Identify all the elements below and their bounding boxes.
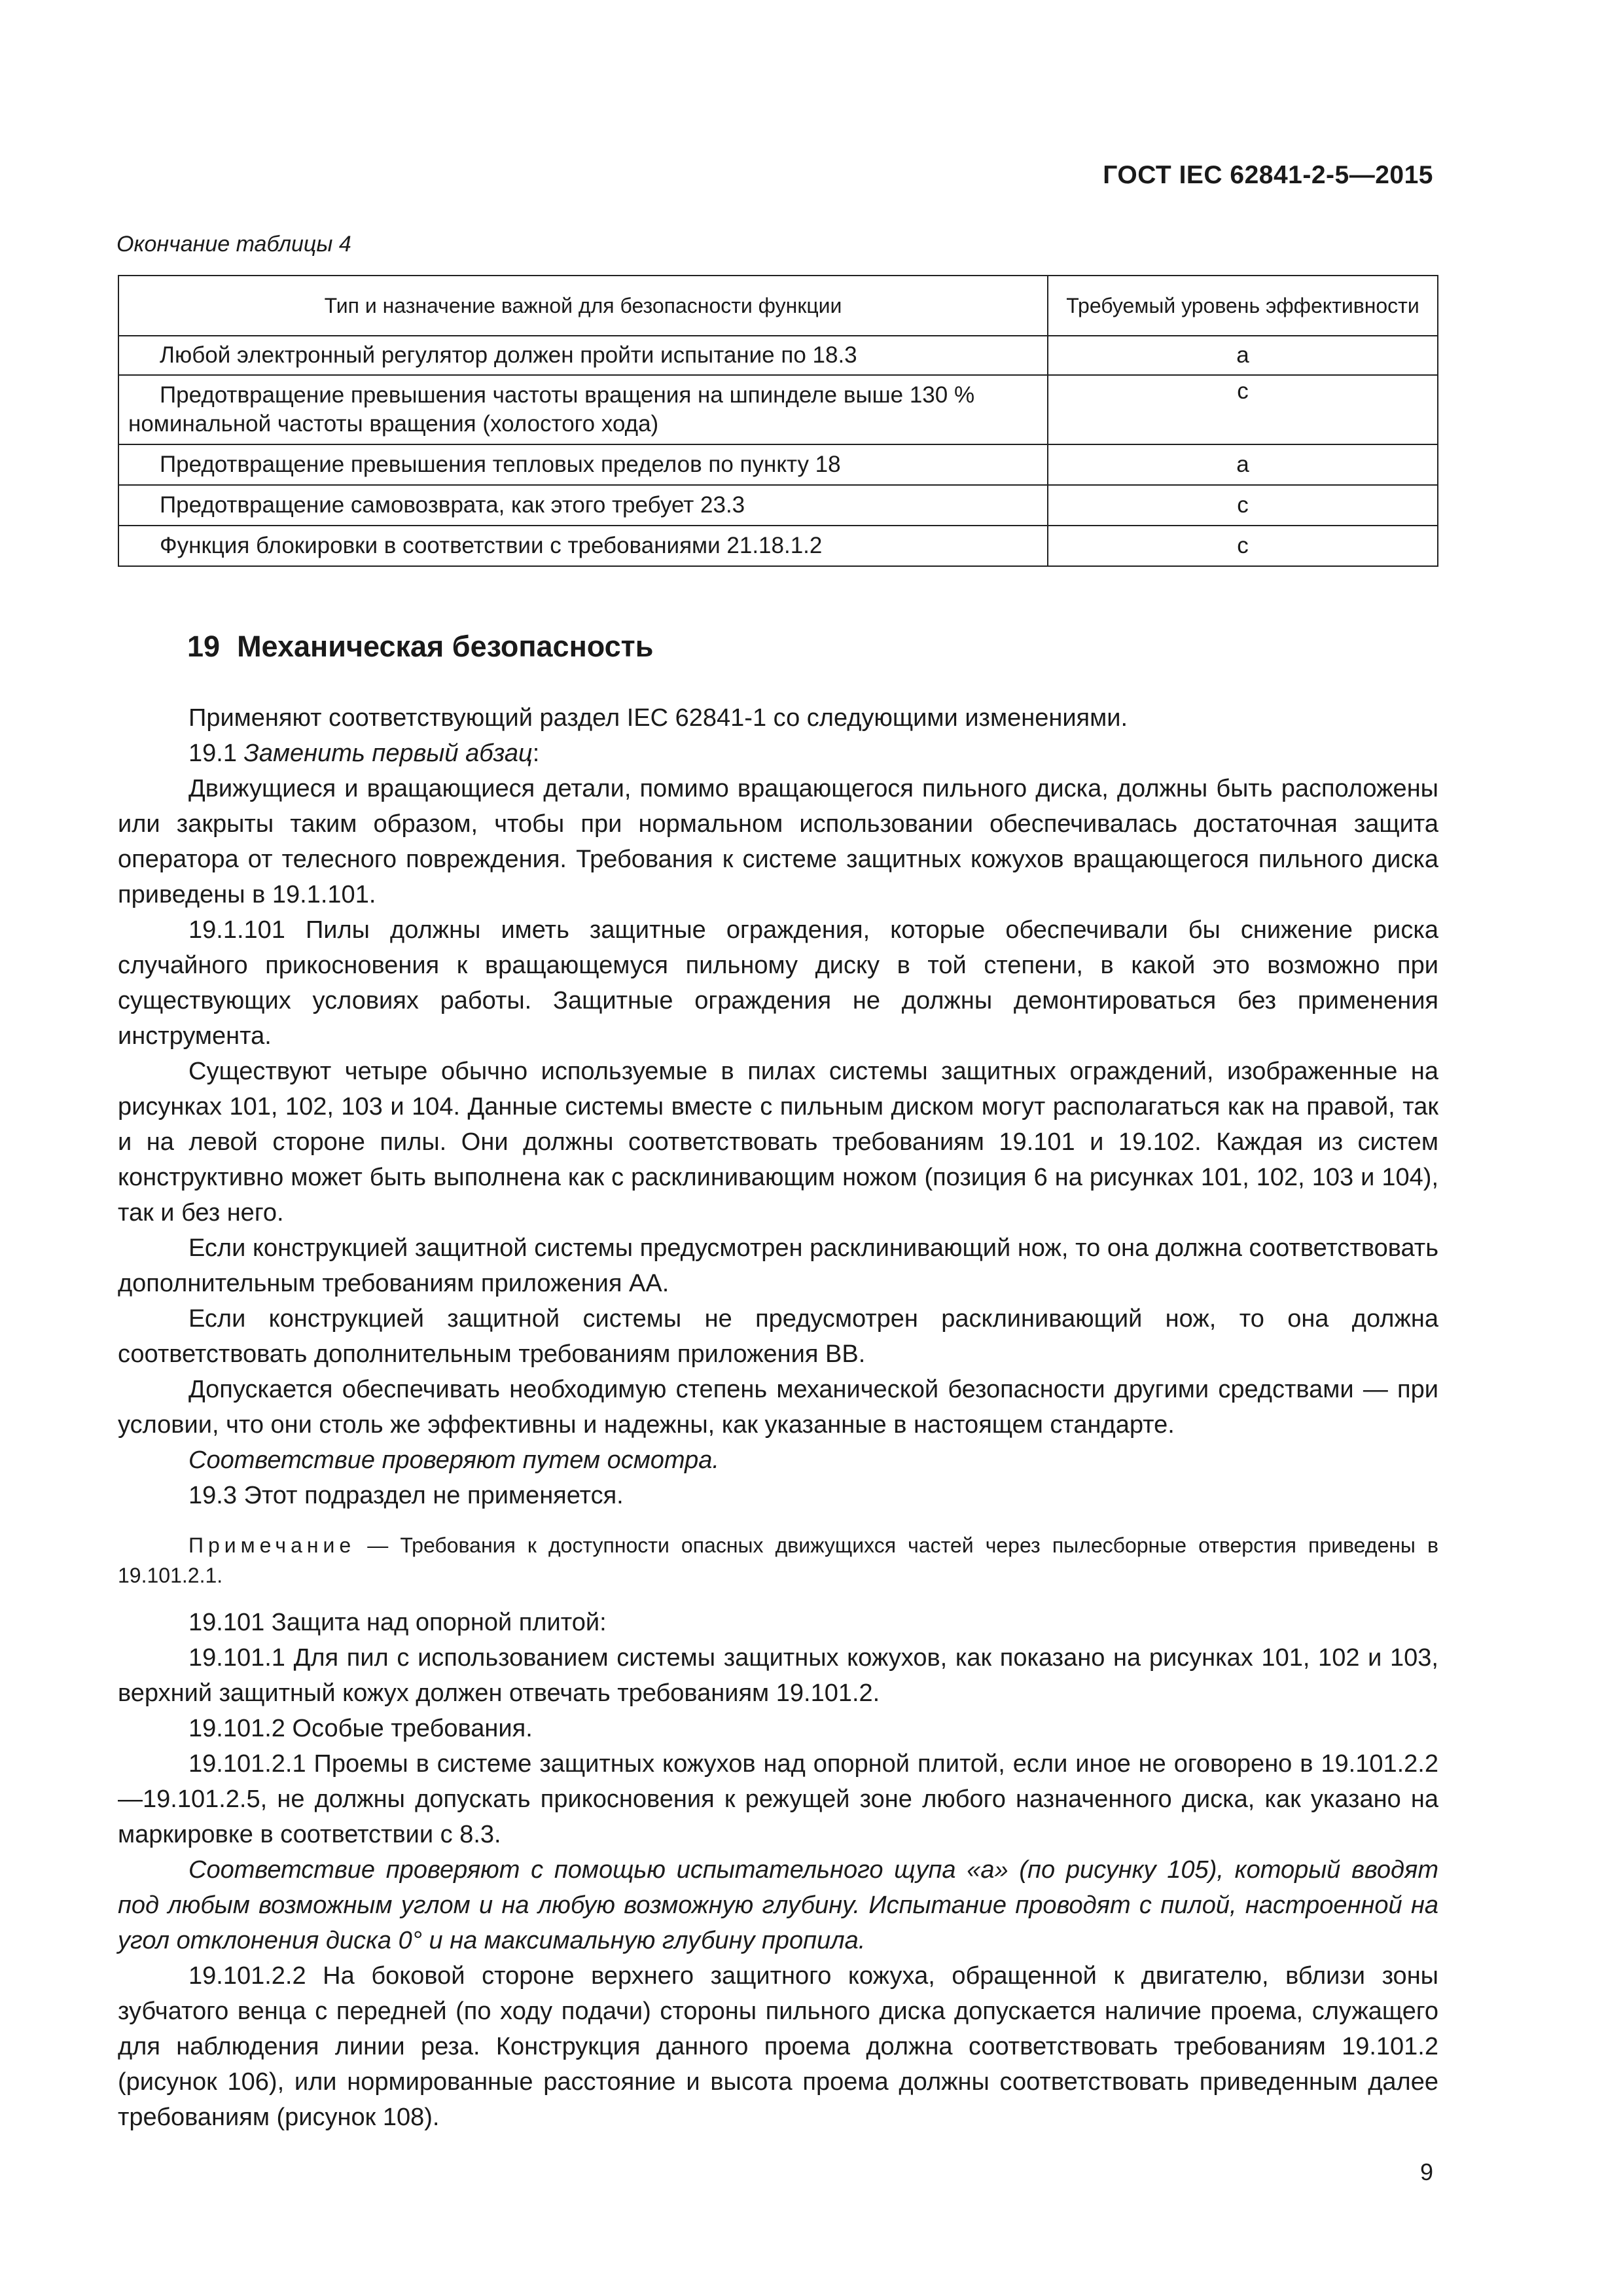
table-header-function: Тип и назначение важной для безопасности функции <box>118 276 1048 336</box>
body-text <box>118 700 1438 2135</box>
safety-functions-table <box>118 275 1438 567</box>
section-title-text: Механическая безопасность <box>237 630 654 663</box>
table-cell-function: Предотвращение самовозврата, как этого требует 23.3 <box>118 485 1048 526</box>
paragraph: 19.3 Этот подраздел не применяется. <box>188 1482 624 1509</box>
paragraph <box>118 736 1438 771</box>
paragraph: Если конструкцией защитной системы предусмотрен расклинивающий нож, то она должна соответствовать дополнительным требованиям приложения АА. <box>118 1234 1438 1297</box>
compliance-paragraph: Соответствие проверяют с помощью испытательного щупа «а» (по рисунку 105), который вводят под любым возможным углом и на любую возможную глубину. Испытание проводят с пилой, настроенной на угол отклонения диска 0° и на максимальную глубину пропила. <box>118 1856 1438 1954</box>
table-row <box>118 375 1438 444</box>
paragraph: Если конструкцией защитной системы не предусмотрен расклинивающий нож, то она должна соответствовать дополнительным требованиям приложения ВВ. <box>118 1305 1438 1368</box>
note-label: Примечание <box>188 1534 356 1557</box>
clause-instruction: Заменить первый абзац <box>243 740 533 767</box>
section-number: 19 <box>187 630 221 663</box>
table-cell-function: Любой электронный регулятор должен пройти испытание по 18.3 <box>118 336 1048 375</box>
paragraph: 19.101 Защита над опорной плитой: <box>188 1609 607 1636</box>
paragraph: 19.101.1 Для пил с использованием системы защитных кожухов, как показано на рисунках 101, 102 и 103, верхний защитный кожух должен отвечать требованиям 19.101.2. <box>118 1644 1438 1707</box>
standard-code-header: ГОСТ IEC 62841-2-5—2015 <box>1103 161 1433 189</box>
note-text: — Требования к доступности опасных движущихся частей через пылесборные отверстия приведены в 19.101.2.1. <box>118 1534 1438 1587</box>
table-cell-level: c <box>1048 375 1438 444</box>
paragraph: 19.101.2.1 Проемы в системе защитных кожухов над опорной плитой, если иное не оговорено в 19.101.2.2—19.101.2.5, не должны допускать прикосновения к режущей зоне любого назначенного диска, как указано на маркировке в соответствии с 8.3. <box>118 1750 1438 1848</box>
table-header-level: Требуемый уровень эффективности <box>1048 276 1438 336</box>
section-heading <box>187 630 653 664</box>
table-caption: Окончание таблицы 4 <box>116 232 351 257</box>
table-cell-function: Предотвращение превышения тепловых пределов по пункту 18 <box>118 444 1048 485</box>
page-number: 9 <box>1419 2159 1433 2185</box>
clause-colon: : <box>532 740 540 767</box>
paragraph: 19.101.2 Особые требования. <box>188 1715 533 1742</box>
table-cell-level: a <box>1048 336 1438 375</box>
paragraph: Существуют четыре обычно используемые в пилах системы защитных ограждений, изображенные на рисунках 101, 102, 103 и 104. Данные системы вместе с пильным диском могут располагаться как на правой, так и на левой стороне пилы. Они должны соответствовать требованиям 19.101 и 19.102. Каждая из систем конструктивно может быть выполнена как с расклинивающим ножом (позиция 6 на рисунках 101, 102, 103 и 104), так и без него. <box>118 1058 1438 1227</box>
paragraph: Применяют соответствующий раздел IEC 62841-1 со следующими изменениями. <box>188 704 1128 732</box>
table-row <box>118 526 1438 566</box>
paragraph: Допускается обеспечивать необходимую степень механической безопасности другими средствами — при условии, что они столь же эффективны и надежны, как указанные в настоящем стандарте. <box>118 1376 1438 1439</box>
clause-number: 19.1 <box>188 740 237 767</box>
paragraph: 19.101.2.2 На боковой стороне верхнего защитного кожуха, обращенной к двигателю, вблизи зоны зубчатого венца с передней (по ходу подачи) стороны пильного диска допускается наличие проема, служащего для наблюдения линии реза. Конструкция данного проема должна соответствовать требованиям 19.101.2 (рисунок 106), или нормированные расстояние и высота проема должны соответствовать приведенным далее требованиям (рисунок 108). <box>118 1962 1438 2131</box>
compliance-paragraph: Соответствие проверяют путем осмотра. <box>188 1446 719 1474</box>
table-row <box>118 485 1438 526</box>
table-cell-level: a <box>1048 444 1438 485</box>
table-header-row <box>118 276 1438 336</box>
paragraph: 19.1.101 Пилы должны иметь защитные ограждения, которые обеспечивали бы снижение риска случайного прикосновения к вращающемуся пильному диску в той степени, в какой это возможно при существующих условиях работы. Защитные ограждения не должны демонтироваться без применения инструмента. <box>118 916 1438 1050</box>
paragraph: Движущиеся и вращающиеся детали, помимо вращающегося пильного диска, должны быть расположены или закрыты таким образом, чтобы при нормальном использовании обеспечивалась достаточная защита оператора от телесного повреждения. Требования к системе защитных кожухов вращающегося пильного диска приведены в 19.1.101. <box>118 775 1438 908</box>
table-row <box>118 444 1438 485</box>
table-cell-function: Функция блокировки в соответствии с требованиями 21.18.1.2 <box>118 526 1048 566</box>
table-cell-level: c <box>1048 485 1438 526</box>
table-cell-level: c <box>1048 526 1438 566</box>
table-row <box>118 336 1438 375</box>
table-cell-function: Предотвращение превышения частоты вращения на шпинделе выше 130 % номинальной частоты вращения (холостого хода) <box>118 375 1048 444</box>
note-paragraph <box>118 1530 1438 1590</box>
